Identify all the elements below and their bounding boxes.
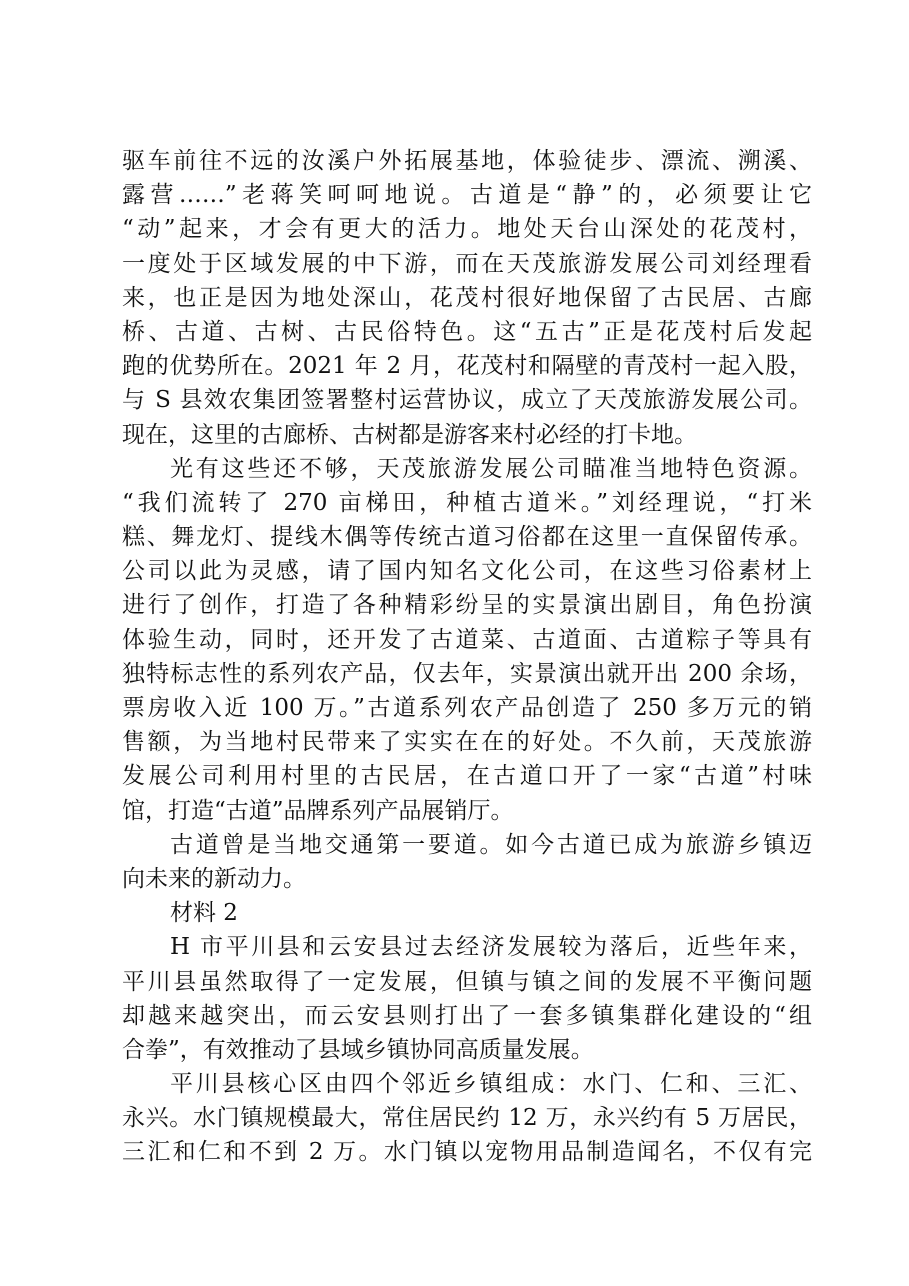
- text-line: 三汇和仁和不到 2 万。水门镇以宠物用品制造闻名，不仅有完: [122, 1139, 812, 1166]
- text-line: 糕、舞龙灯、提线木偶等传统古道习俗都在这里一直保留传承。: [122, 524, 812, 551]
- text-line: 合拳”，有效推动了县域乡镇协同高质量发展。: [122, 1036, 594, 1063]
- text-line: 现在，这里的古廊桥、古树都是游客来村必经的打卡地。: [122, 421, 697, 448]
- text-line: 材料 2: [170, 900, 238, 927]
- text-line: 进行了创作，打造了各种精彩纷呈的实景演出剧目，角色扮演: [122, 592, 812, 619]
- text-line: 跑的优势所在。2021 年 2 月，花茂村和隔壁的青茂村一起入股，: [122, 353, 812, 380]
- text-line: 票房收入近 100 万。”古道系列农产品创造了 250 多万元的销: [122, 695, 812, 721]
- text-line: 平川县核心区由四个邻近乡镇组成：水门、仁和、三汇、: [170, 1071, 812, 1098]
- text-line: 平川县虽然取得了一定发展，但镇与镇之间的发展不平衡问题: [122, 968, 812, 995]
- text-line: 发展公司利用村里的古民居，在古道口开了一家“古道”村味: [122, 763, 812, 790]
- text-line: 古道曾是当地交通第一要道。如今古道已成为旅游乡镇迈: [170, 831, 812, 858]
- text-line: 永兴。水门镇规模最大，常住居民约 12 万，永兴约有 5 万居民，: [122, 1105, 812, 1132]
- text-line: 馆，打造“古道”品牌系列产品展销厅。: [122, 797, 514, 824]
- text-line: 露营……”老蒋笑呵呵地说。古道是“静”的，必须要让它: [122, 182, 812, 209]
- text-line: 售额，为当地村民带来了实实在在的好处。不久前，天茂旅游: [122, 729, 812, 756]
- text-line: H 市平川县和云安县过去经济发展较为落后，近些年来，: [170, 934, 812, 961]
- text-line: 向未来的新动力。: [122, 865, 306, 892]
- text-line: “动”起来，才会有更大的活力。地处天台山深处的花茂村，: [122, 216, 812, 243]
- text-line: 却越来越突出，而云安县则打出了一套多镇集群化建设的“组: [122, 1002, 812, 1029]
- text-line: “我们流转了 270 亩梯田，种植古道米。”刘经理说，“打米: [122, 489, 812, 516]
- text-line: 来，也正是因为地处深山，花茂村很好地保留了古民居、古廊: [122, 284, 812, 311]
- text-line: 与 S 县效农集团签署整村运营协议，成立了天茂旅游发展公司。: [122, 387, 812, 414]
- text-line: 体验生动，同时，还开发了古道菜、古道面、古道粽子等具有: [122, 626, 812, 653]
- text-line: 光有这些还不够，天茂旅游发展公司瞄准当地特色资源。: [170, 455, 812, 482]
- document-page: [122, 144, 812, 1170]
- text-line: 公司以此为灵感，请了国内知名文化公司，在这些习俗素材上: [122, 558, 812, 585]
- text-line: 桥、古道、古树、古民俗特色。这“五古”正是花茂村后发起: [122, 318, 812, 345]
- text-line: 驱车前往不远的汝溪户外拓展基地，体验徒步、漂流、溯溪、: [122, 148, 812, 174]
- text-line: 一度处于区域发展的中下游，而在天茂旅游发展公司刘经理看: [122, 250, 812, 277]
- text-line: 独特标志性的系列农产品，仅去年，实景演出就开出 200 余场，: [122, 660, 812, 687]
